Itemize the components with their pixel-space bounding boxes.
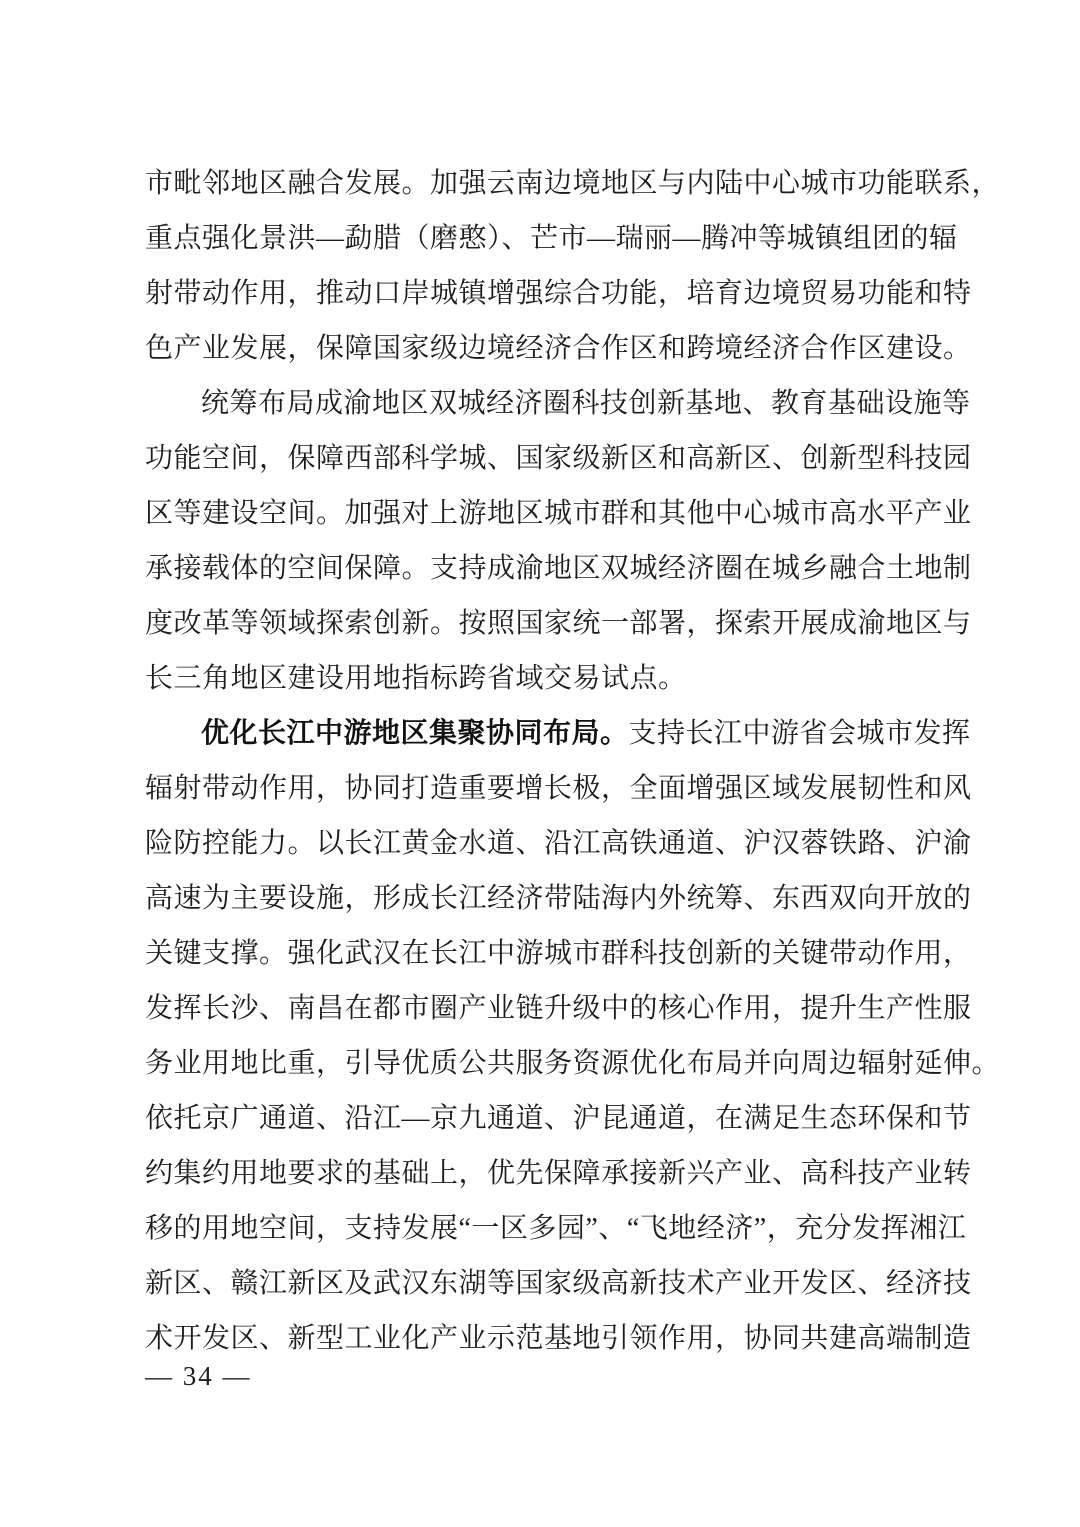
text-run: 统筹布局成渝地区双城经济圈科技创新基地、教育基础设施等 <box>201 388 971 419</box>
text-line <box>145 211 958 266</box>
text-run: 约集约用地要求的基础上，优先保障承接新兴产业、高科技产业转 <box>145 1158 972 1189</box>
text-line <box>145 651 935 706</box>
text-line <box>145 376 971 431</box>
page-footer <box>145 1356 252 1396</box>
text-run: 市毗邻地区融合发展。加强云南边境地区与内陆中心城市功能联系， <box>145 168 1001 199</box>
text-run: 功能空间，保障西部科学城、国家级新区和高新区、创新型科技园 <box>145 443 972 474</box>
text-run: 区等建设空间。加强对上游地区城市群和其他中心城市高水平产业 <box>145 498 972 529</box>
text-line <box>145 1036 1001 1091</box>
text-line <box>145 156 1001 211</box>
text-run: 险防控能力。以长江黄金水道、沿江高铁通道、沪汉蓉铁路、沪渝 <box>145 828 972 859</box>
text-line <box>145 981 972 1036</box>
text-run: 关键支撑。强化武汉在长江中游城市群科技创新的关键带动作用， <box>145 938 972 969</box>
text-run: 务业用地比重，引导优质公共服务资源优化布局并向周边辐射延伸。 <box>145 1048 1001 1079</box>
text-line <box>145 816 972 871</box>
text-run: 射带动作用，推动口岸城镇增强综合功能，培育边境贸易功能和特 <box>145 278 972 309</box>
text-line <box>145 1201 967 1256</box>
text-run: 度改革等领域探索创新。按照国家统一部署，探索开展成渝地区与 <box>145 608 972 639</box>
document-body <box>145 156 1001 1366</box>
text-line <box>145 486 972 541</box>
text-line <box>145 761 972 816</box>
paragraph-lead-bold: 优化长江中游地区集聚协同布局。 <box>201 718 629 749</box>
text-line <box>145 1256 972 1311</box>
text-run: 移的用地空间，支持发展“一区多园”、“飞地经济”，充分发挥湘江 <box>145 1213 967 1244</box>
text-line <box>145 321 972 376</box>
text-line <box>145 1146 972 1201</box>
text-line <box>145 871 972 926</box>
text-line <box>145 431 972 486</box>
text-run: 新区、赣江新区及武汉东湖等国家级高新技术产业开发区、经济技 <box>145 1268 972 1299</box>
text-run: 辐射带动作用，协同打造重要增长极，全面增强区域发展韧性和风 <box>145 773 972 804</box>
text-line <box>145 596 972 651</box>
text-line <box>145 1091 972 1146</box>
text-run: 术开发区、新型工业化产业示范基地引领作用，协同共建高端制造 <box>145 1323 972 1354</box>
text-run: 长三角地区建设用地指标跨省域交易试点。 <box>145 663 687 694</box>
text-line <box>145 706 971 761</box>
text-run: 支持长江中游省会城市发挥 <box>628 718 971 749</box>
text-run: 承接载体的空间保障。支持成渝地区双城经济圈在城乡融合土地制 <box>145 553 972 584</box>
text-run: 依托京广通道、沿江—京九通道、沪昆通道，在满足生态环保和节 <box>145 1103 972 1134</box>
text-line <box>145 926 972 981</box>
text-run: 高速为主要设施，形成长江经济带陆海内外统筹、东西双向开放的 <box>145 883 972 914</box>
text-line <box>145 541 972 596</box>
text-run: 重点强化景洪—勐腊（磨憨）、芒市—瑞丽—腾冲等城镇组团的辐 <box>145 223 958 254</box>
page-number: — 34 — <box>145 1361 252 1391</box>
text-line <box>145 266 972 321</box>
text-run: 色产业发展，保障国家级边境经济合作区和跨境经济合作区建设。 <box>145 333 972 364</box>
text-line <box>145 1311 972 1366</box>
text-run: 发挥长沙、南昌在都市圈产业链升级中的核心作用，提升生产性服 <box>145 993 972 1024</box>
